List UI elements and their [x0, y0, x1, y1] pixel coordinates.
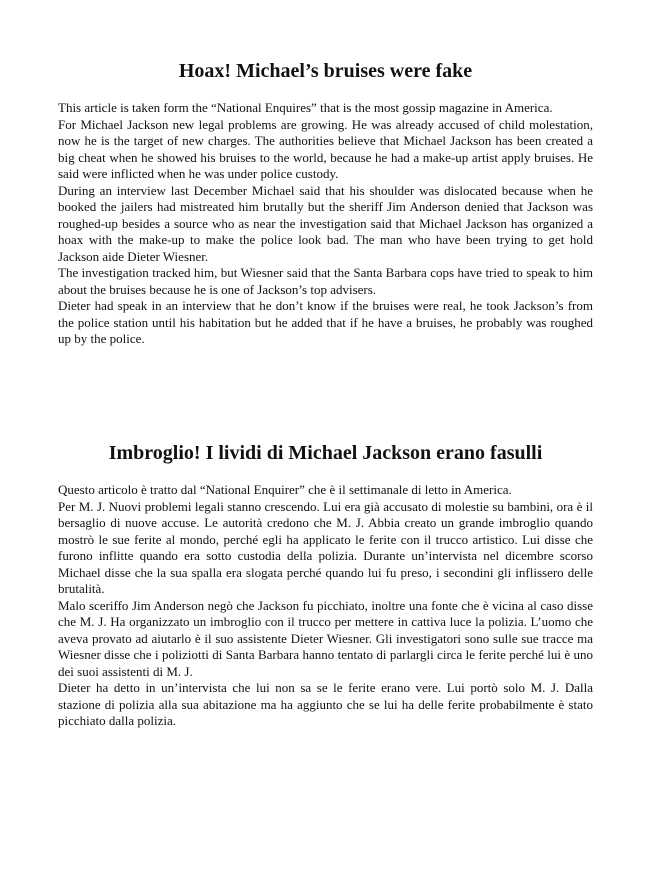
paragraph: Dieter ha detto in un’intervista che lui non sa se le ferite erano vere. Lui portò solo M. J. Dalla stazione di polizia alla sua abitazione ma ha aggiunto che se lui ha delle ferite probabilmente è stato picchiato dalla polizia.: [58, 680, 593, 728]
article-body: [58, 100, 593, 348]
paragraph: For Michael Jackson new legal problems are growing. He was already accused of child molestation, now he is the target of new charges. The authorities believe that Michael Jackson has been created a big cheat when he showed his bruises to the world, because he had a make-up artist apply bruises. He said were inflicted when he was under police custody.: [58, 116, 593, 181]
paragraph: This article is taken form the “National Enquires” that is the most gossip magazine in America.: [58, 100, 553, 115]
paragraph: Questo articolo è tratto dal “National Enquirer” che è il settimanale di letto in America.: [58, 482, 512, 497]
paragraph: Dieter had speak in an interview that he don’t know if the bruises were real, he took Jackson’s from the police station until his habitation but he added that if he have a bruises, he probably was roughed up by the police.: [58, 298, 593, 346]
article-body: [58, 482, 593, 730]
paragraph: Malo sceriffo Jim Anderson negò che Jackson fu picchiato, inoltre una fonte che è vicina al caso disse che M. J. Ha organizzato un imbroglio con il trucco per mettere in cattiva luce la polizia. L’uomo che aveva provato ad aiutarlo è il suo assistente Dieter Wiesner. Gli investigatori sono sulle sue tracce ma Wiesner disse che i poliziotti di Santa Barbara hanno tentato di parlargli circa le ferite perché lui è uno dei suoi assistenti di M. J.: [58, 597, 593, 679]
paragraph: During an interview last December Michael said that his shoulder was dislocated because when he booked the jailers had mistreated him brutally but the sheriff Jim Anderson denied that Jackson was roughed-up besides a source who as near the investigation said that Michael Jackson has organized a hoax with the make-up to make the police look bad. The man who have been trying to get hold Jackson aide Dieter Wiesner.: [58, 182, 593, 264]
article-title: Imbroglio! I lividi di Michael Jackson erano fasulli: [108, 442, 543, 464]
article-title: Hoax! Michael’s bruises were fake: [178, 60, 473, 82]
article-italian: [58, 440, 593, 730]
paragraph: Per M. J. Nuovi problemi legali stanno crescendo. Lui era già accusato di molestie su bambini, ora è il bersaglio di nuove accuse. Le autorità credono che M. J. Abbia creato un grande imbroglio quando mostrò le sue ferite al mondo, perché egli ha applicato le ferite con il trucco artistico. Lui disse che furono inflitte quando era sotto custodia della polizia. Durante un’intervista nel dicembre scorso Michael disse che la sua spalla era slogata perché quando lui fu preso, i secondini gli inflissero delle brutalità.: [58, 498, 593, 596]
paragraph: The investigation tracked him, but Wiesner said that the Santa Barbara cops have tried to speak to him about the bruises because he is one of Jackson’s top advisers.: [58, 265, 593, 297]
article-english: [58, 58, 593, 348]
